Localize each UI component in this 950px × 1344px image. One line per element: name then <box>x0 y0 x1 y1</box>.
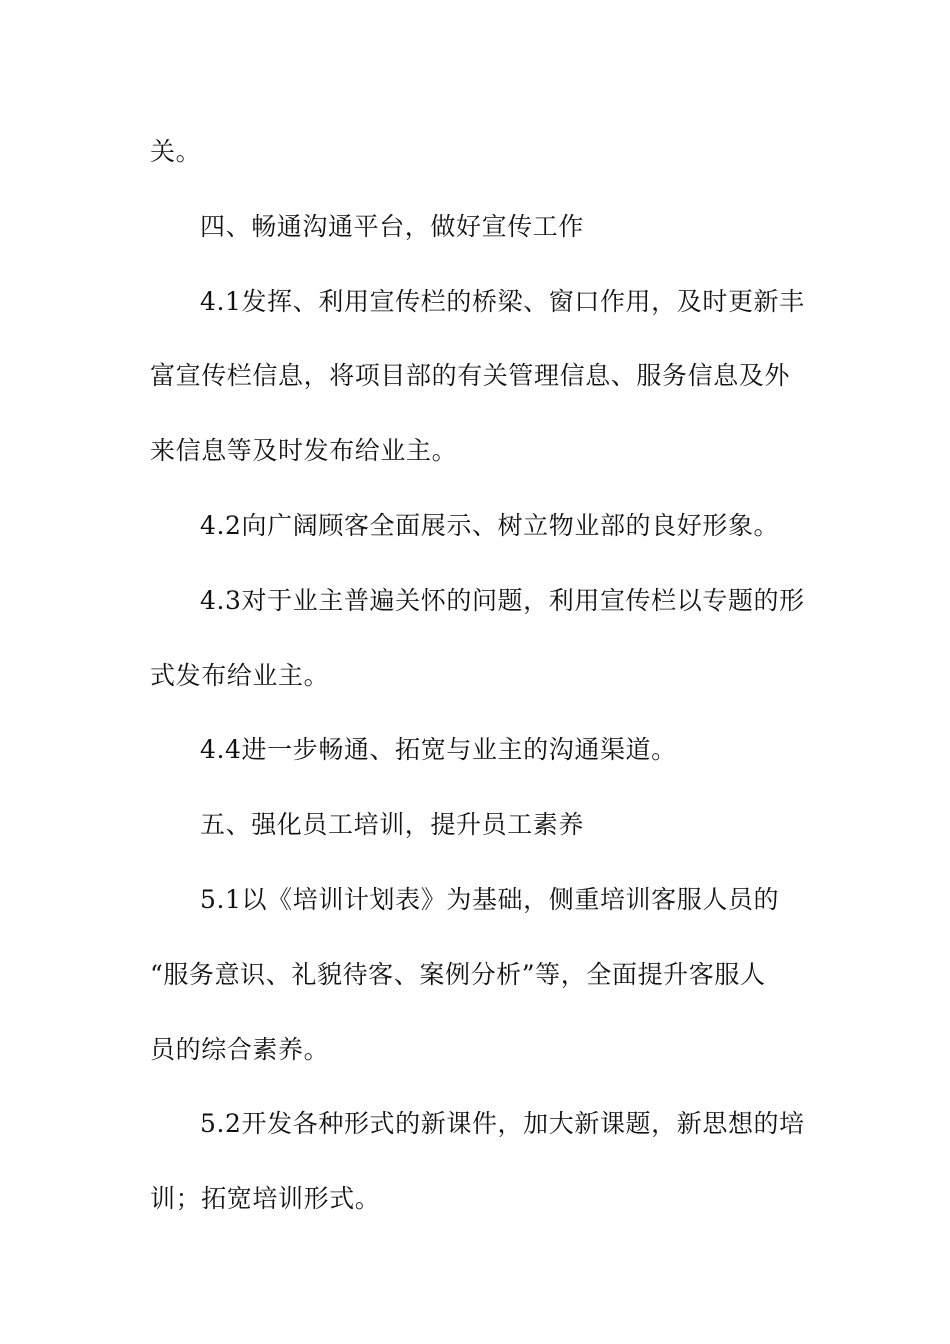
text-line: 训；拓宽培训形式。 <box>150 1184 381 1213</box>
text-line: 式发布给业主。 <box>150 661 330 690</box>
text-line: 4.2向广阔顾客全面展示、树立物业部的良好形象。 <box>200 511 780 540</box>
text-line: 4.4进一步畅通、拓宽与业主的沟通渠道。 <box>200 735 677 764</box>
text-line: 4.1发挥、利用宣传栏的桥梁、窗口作用，及时更新丰 <box>200 287 805 316</box>
text-line: 来信息等及时发布给业主。 <box>150 436 458 465</box>
text-line: 关。 <box>150 137 202 166</box>
text-line: 5.2开发各种形式的新课件，加大新课题，新思想的培 <box>200 1109 805 1138</box>
text-line: 富宣传栏信息，将项目部的有关管理信息、服务信息及外 <box>150 361 791 390</box>
section-heading: 四、畅通沟通平台，做好宣传工作 <box>200 212 585 241</box>
text-line: 5.1以《培训计划表》为基础，侧重培训客服人员的 <box>200 885 780 914</box>
text-line: “服务意识、礼貌待客、案例分析”等，全面提升客服人 <box>150 960 766 989</box>
text-line: 员的综合素养。 <box>150 1035 330 1064</box>
text-line: 4.3对于业主普遍关怀的问题，利用宣传栏以专题的形 <box>200 586 805 615</box>
section-heading: 五、强化员工培训，提升员工素养 <box>200 810 585 839</box>
